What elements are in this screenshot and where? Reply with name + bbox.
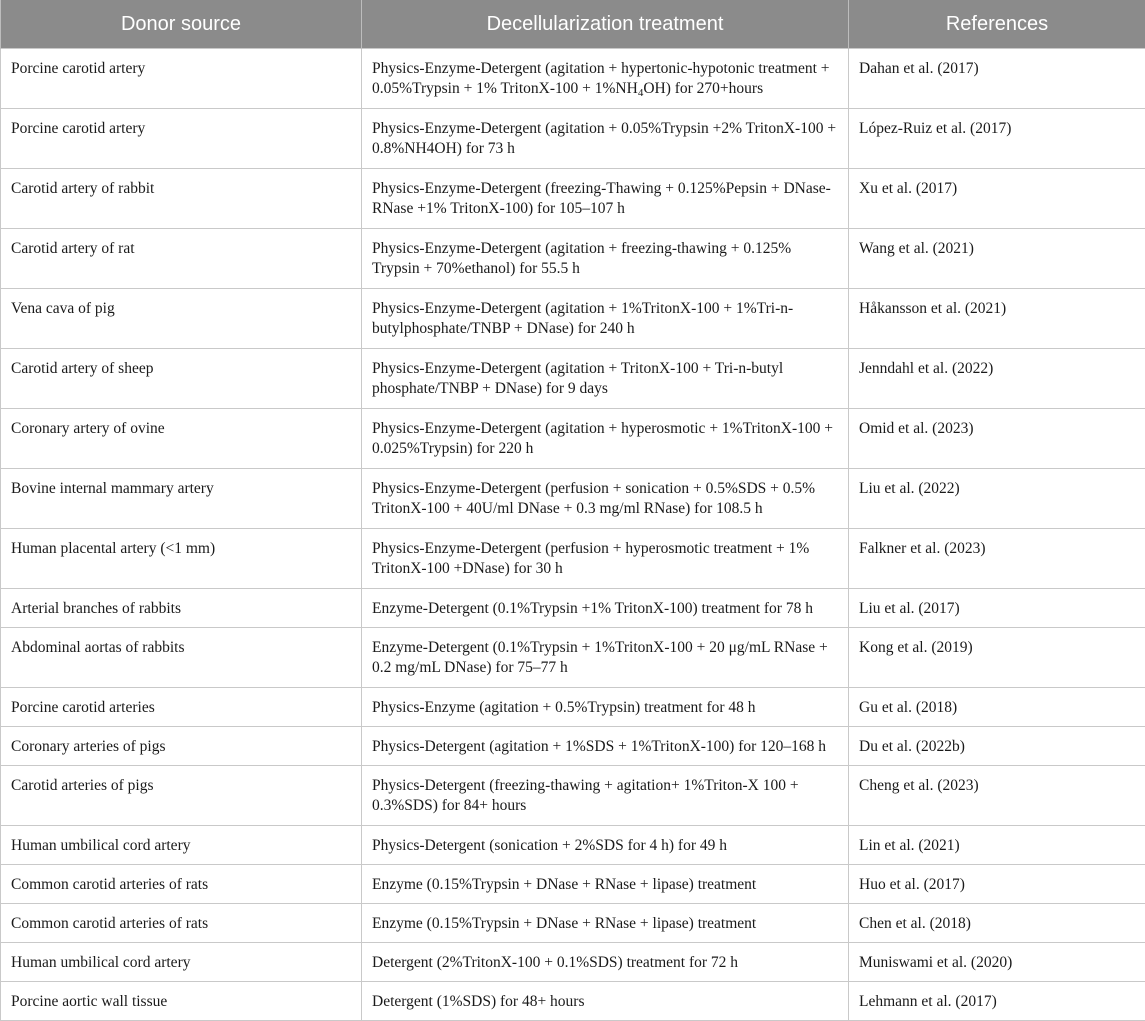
reference-cell: Lehmann et al. (2017) xyxy=(849,982,1145,1021)
reference-cell: Gu et al. (2018) xyxy=(849,688,1145,727)
reference-cell: Falkner et al. (2023) xyxy=(849,529,1145,589)
treatment-cell: Physics-Detergent (sonication + 2%SDS for 4 h) for 49 h xyxy=(362,826,849,865)
table-row xyxy=(1,589,1145,628)
donor-cell: Carotid artery of rat xyxy=(1,229,362,289)
table-row xyxy=(1,229,1145,289)
treatment-cell: Physics-Enzyme-Detergent (perfusion + hyperosmotic treatment + 1% TritonX-100 +DNase) for 30 h xyxy=(362,529,849,589)
donor-cell: Carotid artery of sheep xyxy=(1,349,362,409)
reference-cell: López-Ruiz et al. (2017) xyxy=(849,109,1145,169)
table-row xyxy=(1,109,1145,169)
reference-cell: Omid et al. (2023) xyxy=(849,409,1145,469)
donor-cell: Carotid artery of rabbit xyxy=(1,169,362,229)
treatment-cell: Physics-Enzyme-Detergent (agitation + 1%TritonX-100 + 1%Tri-n-butylphosphate/TNBP + DNase) for 240 h xyxy=(362,289,849,349)
reference-cell: Xu et al. (2017) xyxy=(849,169,1145,229)
table-row xyxy=(1,628,1145,688)
donor-cell: Porcine carotid artery xyxy=(1,49,362,109)
treatment-text-cont: OH) for 270+hours xyxy=(643,80,763,97)
donor-cell: Porcine aortic wall tissue xyxy=(1,982,362,1021)
treatment-text: Physics-Enzyme-Detergent (agitation + hypertonic-hypotonic treatment + 0.05%Trypsin + 1% TritonX-100 + 1%NH xyxy=(372,60,830,97)
treatment-cell: Physics-Enzyme-Detergent (agitation + 0.05%Trypsin +2% TritonX-100 + 0.8%NH4OH) for 73 h xyxy=(362,109,849,169)
donor-cell: Human umbilical cord artery xyxy=(1,943,362,982)
donor-cell: Human placental artery (<1 mm) xyxy=(1,529,362,589)
donor-cell: Vena cava of pig xyxy=(1,289,362,349)
reference-cell: Jenndahl et al. (2022) xyxy=(849,349,1145,409)
treatment-cell: Detergent (1%SDS) for 48+ hours xyxy=(362,982,849,1021)
treatment-cell: Physics-Enzyme-Detergent (agitation + TritonX-100 + Tri-n-butyl phosphate/TNBP + DNase) for 9 days xyxy=(362,349,849,409)
treatment-cell xyxy=(362,49,849,109)
table-row xyxy=(1,943,1145,982)
reference-cell: Chen et al. (2018) xyxy=(849,904,1145,943)
table-row xyxy=(1,529,1145,589)
donor-cell: Abdominal aortas of rabbits xyxy=(1,628,362,688)
table-header-row xyxy=(1,0,1145,49)
donor-cell: Bovine internal mammary artery xyxy=(1,469,362,529)
treatment-cell: Physics-Enzyme-Detergent (perfusion + sonication + 0.5%SDS + 0.5% TritonX-100 + 40U/ml DNase + 0.3 mg/ml RNase) for 108.5 h xyxy=(362,469,849,529)
table-row xyxy=(1,349,1145,409)
donor-cell: Coronary arteries of pigs xyxy=(1,727,362,766)
reference-cell: Liu et al. (2022) xyxy=(849,469,1145,529)
donor-cell: Human umbilical cord artery xyxy=(1,826,362,865)
treatment-cell: Physics-Detergent (agitation + 1%SDS + 1%TritonX-100) for 120–168 h xyxy=(362,727,849,766)
treatment-cell: Enzyme-Detergent (0.1%Trypsin + 1%TritonX-100 + 20 μg/mL RNase + 0.2 mg/mL DNase) for 75–77 h xyxy=(362,628,849,688)
donor-cell: Common carotid arteries of rats xyxy=(1,904,362,943)
reference-cell: Kong et al. (2019) xyxy=(849,628,1145,688)
treatment-cell: Physics-Enzyme-Detergent (agitation + freezing-thawing + 0.125% Trypsin + 70%ethanol) for 55.5 h xyxy=(362,229,849,289)
treatment-cell: Physics-Enzyme-Detergent (agitation + hyperosmotic + 1%TritonX-100 + 0.025%Trypsin) for 220 h xyxy=(362,409,849,469)
subscript-text: 4 xyxy=(638,87,644,99)
table-row xyxy=(1,469,1145,529)
treatment-cell: Detergent (2%TritonX-100 + 0.1%SDS) treatment for 72 h xyxy=(362,943,849,982)
donor-cell: Porcine carotid arteries xyxy=(1,688,362,727)
treatment-cell: Enzyme (0.15%Trypsin + DNase + RNase + lipase) treatment xyxy=(362,865,849,904)
table-row xyxy=(1,865,1145,904)
reference-cell: Dahan et al. (2017) xyxy=(849,49,1145,109)
table-row xyxy=(1,766,1145,826)
treatment-cell: Physics-Detergent (freezing-thawing + agitation+ 1%Triton-X 100 + 0.3%SDS) for 84+ hours xyxy=(362,766,849,826)
reference-cell: Lin et al. (2021) xyxy=(849,826,1145,865)
header-decellularization-treatment: Decellularization treatment xyxy=(362,0,849,49)
reference-cell: Muniswami et al. (2020) xyxy=(849,943,1145,982)
reference-cell: Huo et al. (2017) xyxy=(849,865,1145,904)
table-row xyxy=(1,169,1145,229)
donor-cell: Coronary artery of ovine xyxy=(1,409,362,469)
reference-cell: Wang et al. (2021) xyxy=(849,229,1145,289)
donor-cell: Porcine carotid artery xyxy=(1,109,362,169)
table-row xyxy=(1,727,1145,766)
header-donor-source: Donor source xyxy=(1,0,362,49)
table-row xyxy=(1,49,1145,109)
table-row xyxy=(1,409,1145,469)
donor-cell: Arterial branches of rabbits xyxy=(1,589,362,628)
table-row xyxy=(1,289,1145,349)
reference-cell: Håkansson et al. (2021) xyxy=(849,289,1145,349)
reference-cell: Cheng et al. (2023) xyxy=(849,766,1145,826)
treatment-cell: Enzyme-Detergent (0.1%Trypsin +1% TritonX-100) treatment for 78 h xyxy=(362,589,849,628)
donor-cell: Common carotid arteries of rats xyxy=(1,865,362,904)
donor-cell: Carotid arteries of pigs xyxy=(1,766,362,826)
reference-cell: Liu et al. (2017) xyxy=(849,589,1145,628)
table-row xyxy=(1,982,1145,1021)
treatment-cell: Physics-Enzyme-Detergent (freezing-Thawing + 0.125%Pepsin + DNase-RNase +1% TritonX-100) for 105–107 h xyxy=(362,169,849,229)
table-row xyxy=(1,688,1145,727)
treatment-cell: Physics-Enzyme (agitation + 0.5%Trypsin) treatment for 48 h xyxy=(362,688,849,727)
header-references: References xyxy=(849,0,1145,49)
table-row xyxy=(1,826,1145,865)
table-row xyxy=(1,904,1145,943)
treatment-cell: Enzyme (0.15%Trypsin + DNase + RNase + lipase) treatment xyxy=(362,904,849,943)
reference-cell: Du et al. (2022b) xyxy=(849,727,1145,766)
